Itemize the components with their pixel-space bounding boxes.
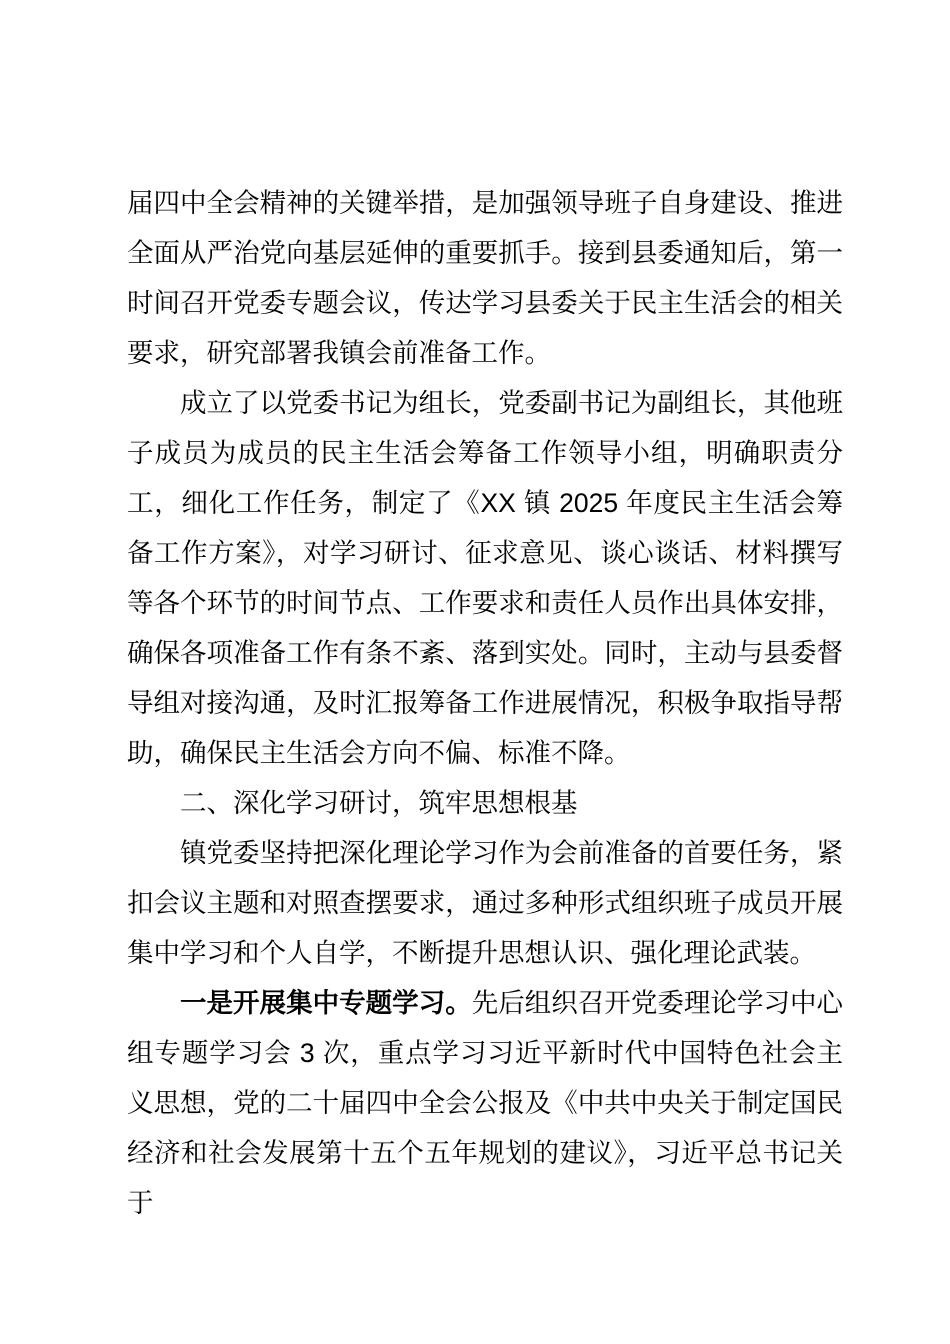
paragraph-leading-group: 成立了以党委书记为组长，党委副书记为副组长，其他班子成员为成员的民主生活会筹备工作领导小组，明确职责分工，细化工作任务，制定了《XX 镇 2025 年度民主生活会筹备工作方案》，对学习研讨、征求意见、谈心谈话、材料撰写等各个环节的时间节点、工作要求和责任人员作出具体安排，确保各项准备工作有条不紊、落到实处。同时，主动与县委督导组对接沟通，及时汇报筹备工作进展情况，积极争取指导帮助，确保民主生活会方向不偏、标准不降。	[127, 388, 843, 768]
paragraph-continuation: 届四中全会精神的关键举措，是加强领导班子自身建设、推进全面从严治党向基层延伸的重要抓手。接到县委通知后，第一时间召开党委专题会议，传达学习县委关于民主生活会的相关要求，研究部署我镇会前准备工作。	[127, 188, 843, 368]
section-heading: 二、深化学习研讨，筑牢思想根基	[180, 788, 578, 818]
paragraph-special-study	[127, 978, 843, 1228]
paragraph-special-study-text: 先后组织召开党委理论学习中心组专题学习会 3 次，重点学习习近平新时代中国特色社会主义思想，党的二十届四中全会公报及《中共中央关于制定国民经济和社会发展第十五个五年规划的建议》，习近平总书记关于	[127, 988, 844, 1218]
document-body	[127, 178, 843, 1228]
paragraph-theory-study: 镇党委坚持把深化理论学习作为会前准备的首要任务，紧扣会议主题和对照查摆要求，通过多种形式组织班子成员开展集中学习和个人自学，不断提升思想认识、强化理论武装。	[127, 838, 843, 968]
bold-lead: 一是开展集中专题学习。	[180, 988, 472, 1018]
